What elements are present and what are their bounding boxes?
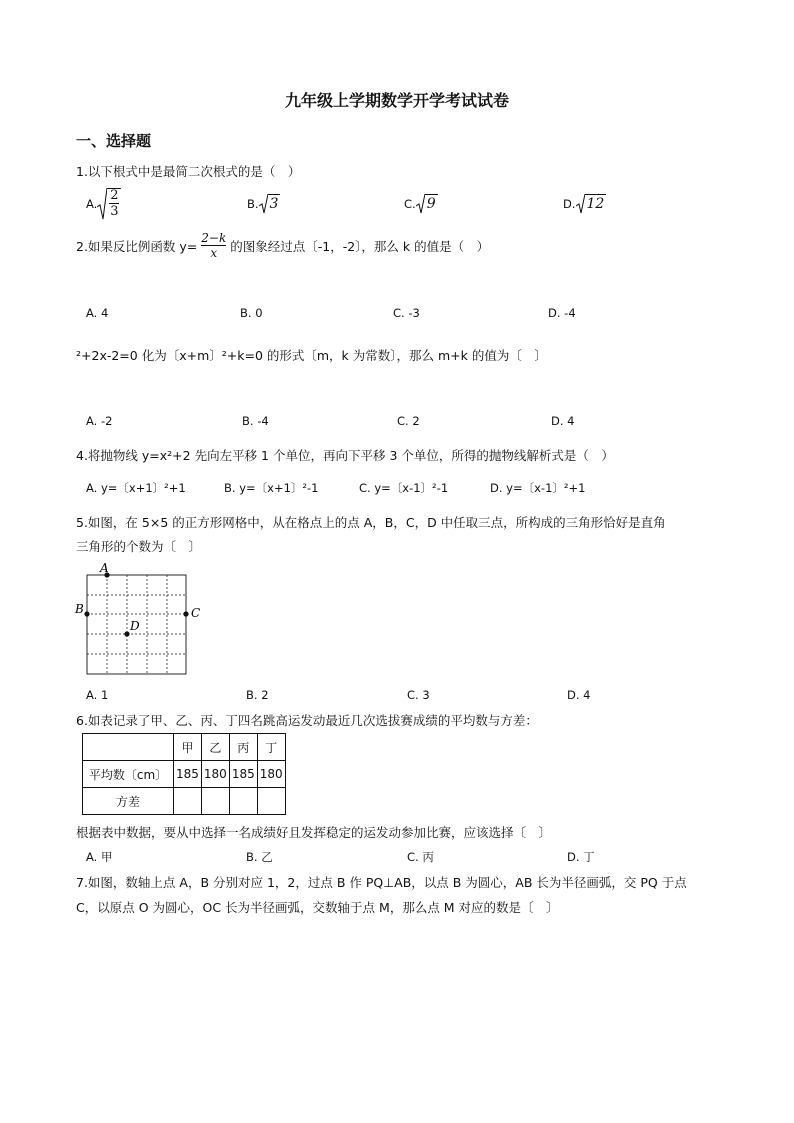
table-cell: 180 [201,761,229,788]
q5-stem-line1: 5.如图，在 5×5 的正方形网格中，从在格点上的点 A，B，C，D 中任取三点，所构成的三角形恰好是直角 [76,515,666,530]
q1-option-d-label: D. [563,197,576,211]
point-d [124,631,129,636]
q6-table [82,733,286,815]
q2-fraction-denominator: x [210,246,218,260]
q3-option-a: A. -2 [86,414,113,428]
table-cell: 180 [257,761,285,788]
q1-option-c-radicand: 9 [426,196,436,212]
q7-line2: C，以原点 O 为圆心，OC 长为半径画弧，交数轴于点 M，那么点 M 对应的数是〔 〕 [76,900,559,915]
q6-option-c: C. 丙 [407,850,434,864]
radical-sign-icon [416,194,425,214]
point-b [84,611,89,616]
q1-option-d [563,194,606,214]
table-cell [201,788,229,815]
radical-sign-icon [259,194,268,214]
q5-option-b: B. 2 [246,688,269,702]
table-cell [174,788,202,815]
q4-option-a: A. y=〔x+1〕²+1 [86,481,186,495]
table-header-cell: 丙 [229,734,257,761]
exam-title: 九年级上学期数学开学考试试卷 [284,91,509,110]
q2-option-d: D. -4 [548,306,576,320]
table-header-row [83,734,286,761]
label-c: C [191,606,201,620]
table-row [83,761,286,788]
radical-sign-icon [97,188,107,220]
q6-option-d: D. 丁 [567,850,595,864]
q2-option-b: B. 0 [240,306,263,320]
q2-fraction-numerator: 2−k [201,231,227,245]
table-cell [229,788,257,815]
table-cell: 185 [229,761,257,788]
point-c [183,611,188,616]
q3-option-d: D. 4 [551,414,575,428]
table-header-cell: 乙 [201,734,229,761]
table-cell: 185 [174,761,202,788]
q1-option-a-numerator: 2 [110,188,119,203]
q2-stem-pre: 2.如果反比例函数 y= [76,238,198,254]
q1-option-a-radical [97,188,121,220]
q5-grid-figure [72,560,212,680]
q2-option-c: C. -3 [393,306,420,320]
label-b: B [75,602,84,616]
q2-option-a: A. 4 [86,306,109,320]
q3-stem: ²+2x-2=0 化为〔x+m〕²+k=0 的形式〔m，k 为常数〕，那么 m+k 的值为〔 〕 [76,348,547,363]
q2-stem-post: 的图象经过点〔-1，-2〕，那么 k 的值是（ ） [230,238,490,254]
q1-option-b-label: B. [247,197,259,211]
q7-line1: 7.如图，数轴上点 A，B 分别对应 1，2，过点 B 作 PQ⊥AB，以点 B 为圆心，AB 长为半径画弧，交 PQ 于点 [76,875,687,890]
q1-option-b-radicand: 3 [269,196,279,212]
q4-option-c: C. y=〔x-1〕²-1 [359,481,449,495]
table-header-cell: 甲 [174,734,202,761]
q1-option-a-denominator: 3 [110,204,119,219]
table-cell [257,788,285,815]
q1-option-c [404,194,438,214]
q2-fraction [201,232,226,259]
q4-option-d: D. y=〔x-1〕²+1 [490,481,586,495]
q1-option-a-label: A. [86,197,98,211]
q6-option-a: A. 甲 [86,850,113,864]
q2-stem [76,232,489,259]
q4-option-b: B. y=〔x+1〕²-1 [224,481,319,495]
q5-stem-line2: 三角形的个数为〔 〕 [76,539,202,554]
q5-option-c: C. 3 [407,688,430,702]
table-cell: 方差 [83,788,174,815]
q1-option-a [86,188,121,220]
label-a: A [100,561,109,575]
q6-option-b: B. 乙 [246,850,273,864]
table-cell: 平均数〔cm〕 [83,761,174,788]
label-d: D [130,619,140,633]
q4-stem: 4.将抛物线 y=x²+2 先向左平移 1 个单位，再向下平移 3 个单位，所得的抛物线解析式是（ ） [76,448,614,463]
q3-option-c: C. 2 [397,414,420,428]
radical-sign-icon [576,194,585,214]
table-header-cell [83,734,174,761]
q5-option-a: A. 1 [86,688,109,702]
q6-followup: 根据表中数据，要从中选择一名成绩好且发挥稳定的运发动参加比赛，应该选择〔 〕 [76,825,552,840]
q1-option-d-radicand: 12 [586,196,605,212]
section-heading: 一、选择题 [76,132,152,150]
q1-stem: 1.以下根式中是最简二次根式的是（ ） [76,164,301,179]
table-header-cell: 丁 [257,734,285,761]
q1-option-c-label: C. [404,197,416,211]
q6-stem: 6.如表记录了甲、乙、丙、丁四名跳高运发动最近几次选拔赛成绩的平均数与方差： [76,713,538,728]
table-row [83,788,286,815]
q3-option-b: B. -4 [242,414,269,428]
q5-option-d: D. 4 [567,688,591,702]
q1-option-b [247,194,280,214]
